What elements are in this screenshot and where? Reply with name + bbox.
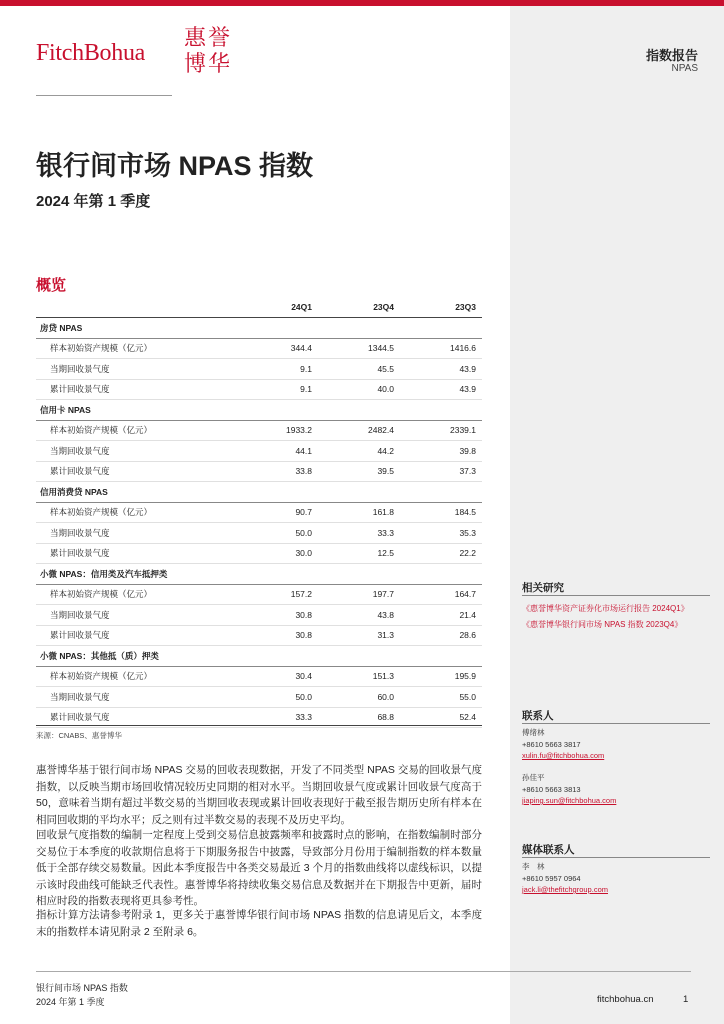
page-number: 1: [683, 994, 689, 1005]
cell-value: 197.7: [318, 584, 400, 605]
cell-value: 52.4: [400, 707, 482, 728]
row-label: 样本初始资产规模（亿元）: [36, 584, 236, 605]
contact-email-link[interactable]: jack.li@thefitchgroup.com: [522, 885, 608, 894]
table-row: [36, 625, 482, 646]
cell-value: 28.6: [400, 625, 482, 646]
cell-value: 35.3: [400, 523, 482, 544]
group-name: 房贷 NPAS: [36, 318, 482, 339]
cell-value: 43.9: [400, 359, 482, 380]
cell-value: 30.4: [236, 666, 318, 687]
row-label: 样本初始资产规模（亿元）: [36, 338, 236, 359]
cell-value: 33.3: [236, 707, 318, 728]
table-group-row: [36, 564, 482, 585]
cell-value: 55.0: [400, 687, 482, 708]
row-label: 当期回收景气度: [36, 523, 236, 544]
contact-name: 李 林: [522, 862, 545, 871]
group-name: 信用消费贷 NPAS: [36, 482, 482, 503]
table-row: [36, 502, 482, 523]
contact-name: 孙佳平: [522, 773, 545, 782]
table-row: [36, 359, 482, 380]
group-name: 小微 NPAS：其他抵（质）押类: [36, 646, 482, 667]
paragraph-3: 指标计算方法请参考附录 1，更多关于惠誉博华银行间市场 NPAS 指数的信息请见后文，本季度末的指数样本请见附录 2 至附录 6。: [36, 909, 482, 938]
media-contact-card: [522, 861, 608, 896]
table-bottom-rule: [36, 725, 482, 726]
cell-value: 157.2: [236, 584, 318, 605]
table-row: [36, 461, 482, 482]
footer-period: 2024 年第 1 季度: [36, 997, 105, 1007]
column-header-23q3: 23Q3: [400, 297, 482, 318]
table-group-row: [36, 318, 482, 339]
footer-title: 银行间市场 NPAS 指数: [36, 983, 128, 993]
cell-value: 50.0: [236, 523, 318, 544]
column-header-24q1: 24Q1: [236, 297, 318, 318]
group-name: 小微 NPAS：信用类及汽车抵押类: [36, 564, 482, 585]
media-contacts-rule: [522, 857, 710, 858]
footer-rule: [36, 971, 691, 972]
table-row: [36, 666, 482, 687]
table-row: [36, 543, 482, 564]
cell-value: 161.8: [318, 502, 400, 523]
cell-value: 43.9: [400, 379, 482, 400]
row-label: 样本初始资产规模（亿元）: [36, 502, 236, 523]
cell-value: 30.8: [236, 605, 318, 626]
cell-value: 1933.2: [236, 420, 318, 441]
contacts-title: 联系人: [522, 710, 554, 722]
row-label: 累计回收景气度: [36, 625, 236, 646]
cell-value: 21.4: [400, 605, 482, 626]
page-title: 银行间市场 NPAS 指数: [36, 151, 314, 181]
cell-value: 45.5: [318, 359, 400, 380]
contacts-rule: [522, 723, 710, 724]
cell-value: 22.2: [400, 543, 482, 564]
logo-text-cn: 惠誉博华: [184, 26, 233, 77]
table-row: [36, 338, 482, 359]
overview-table: [36, 297, 482, 728]
group-name: 信用卡 NPAS: [36, 400, 482, 421]
cell-value: 151.3: [318, 666, 400, 687]
cell-value: 39.8: [400, 441, 482, 462]
cell-value: 30.8: [236, 625, 318, 646]
cell-value: 60.0: [318, 687, 400, 708]
logo-divider: [36, 95, 172, 96]
cell-value: 39.5: [318, 461, 400, 482]
row-label: 当期回收景气度: [36, 687, 236, 708]
column-header-label: [36, 297, 236, 318]
paragraph-1: 惠誉博华基于银行间市场 NPAS 交易的回收表现数据，开发了不同类型 NPAS 交易的回收景气度指数，以反映当期市场回收情况较历史同期的相对水平。当期回收景气度或累计回收景气度高于 50，意味着当期有超过半数交易的当期回收表现或累计回收表现好于截至报告期历史所有样本在相同回收期的平均水平；反之则有过半数交易的表现不及历史平均。: [36, 764, 482, 826]
row-label: 当期回收景气度: [36, 605, 236, 626]
cell-value: 344.4: [236, 338, 318, 359]
column-header-23q4: 23Q4: [318, 297, 400, 318]
table-group-row: [36, 646, 482, 667]
table-group-row: [36, 482, 482, 503]
contact-phone: +8610 5663 3817: [522, 739, 581, 749]
cell-value: 30.0: [236, 543, 318, 564]
table-source: 来源：CNABS、惠誉博华: [36, 731, 122, 740]
cell-value: 1344.5: [318, 338, 400, 359]
cell-value: 37.3: [400, 461, 482, 482]
table-body: [36, 318, 482, 728]
table-row: [36, 420, 482, 441]
contact-card: [522, 727, 604, 762]
table-row: [36, 605, 482, 626]
cell-value: 33.8: [236, 461, 318, 482]
row-label: 累计回收景气度: [36, 379, 236, 400]
cell-value: 12.5: [318, 543, 400, 564]
cell-value: 40.0: [318, 379, 400, 400]
table-row: [36, 687, 482, 708]
cell-value: 43.8: [318, 605, 400, 626]
section-title-overview: 概览: [36, 277, 67, 294]
page-subtitle: 2024 年第 1 季度: [36, 193, 151, 210]
cell-value: 31.3: [318, 625, 400, 646]
cell-value: 33.3: [318, 523, 400, 544]
table-row: [36, 584, 482, 605]
table-header-row: [36, 297, 482, 318]
cell-value: 195.9: [400, 666, 482, 687]
table-group-row: [36, 400, 482, 421]
document-subtype: NPAS: [671, 63, 698, 74]
contact-email-link[interactable]: jiaping.sun@fitchbohua.com: [522, 796, 617, 805]
document-type: 指数报告: [645, 48, 698, 63]
footer-website-link[interactable]: fitchbohua.cn: [597, 994, 654, 1005]
contact-phone: +8610 5957 0964: [522, 873, 581, 883]
cell-value: 2482.4: [318, 420, 400, 441]
cell-value: 164.7: [400, 584, 482, 605]
cell-value: 1416.6: [400, 338, 482, 359]
media-contacts-title: 媒体联系人: [522, 844, 575, 856]
table-row: [36, 441, 482, 462]
related-research-link-1[interactable]: 《惠誉博华资产证券化市场运行报告 2024Q1》: [522, 604, 689, 613]
contact-phone: +8610 5663 3813: [522, 784, 581, 794]
row-label: 样本初始资产规模（亿元）: [36, 666, 236, 687]
row-label: 累计回收景气度: [36, 707, 236, 728]
row-label: 累计回收景气度: [36, 543, 236, 564]
row-label: 当期回收景气度: [36, 359, 236, 380]
cell-value: 68.8: [318, 707, 400, 728]
cell-value: 9.1: [236, 379, 318, 400]
cell-value: 9.1: [236, 359, 318, 380]
cell-value: 184.5: [400, 502, 482, 523]
cell-value: 2339.1: [400, 420, 482, 441]
contact-card: [522, 772, 616, 807]
table-row: [36, 523, 482, 544]
related-research-rule: [522, 595, 710, 596]
contact-email-link[interactable]: xulin.fu@fitchbohua.com: [522, 751, 605, 760]
paragraph-2: 回收景气度指数的编制一定程度上受到交易信息披露频率和披露时点的影响，在指数编制时部分交易位于本季度的收款期信息将于下期服务报告中披露，导致部分月份用于编制指数的样本数量低于全部存续交易数量。因此本季度报告中各类交易最近 3 个月的指数曲线将以虚线标识，以提示该时段曲线可能缺乏代表性。惠誉博华将持续收集交易信息及数据并在下期报告中更新，届时相应时段的指数表现将更具参考性。: [36, 829, 482, 907]
row-label: 样本初始资产规模（亿元）: [36, 420, 236, 441]
cell-value: 44.1: [236, 441, 318, 462]
table-row: [36, 379, 482, 400]
row-label: 累计回收景气度: [36, 461, 236, 482]
cell-value: 44.2: [318, 441, 400, 462]
cell-value: 90.7: [236, 502, 318, 523]
contact-name: 傅绪林: [522, 728, 545, 737]
logo-text-en: FitchBohua: [36, 40, 145, 66]
related-research-title: 相关研究: [522, 582, 564, 594]
row-label: 当期回收景气度: [36, 441, 236, 462]
cell-value: 50.0: [236, 687, 318, 708]
footer-doc-info: [36, 981, 128, 1009]
related-research-link-2[interactable]: 《惠誉博华银行间市场 NPAS 指数 2023Q4》: [522, 620, 683, 629]
